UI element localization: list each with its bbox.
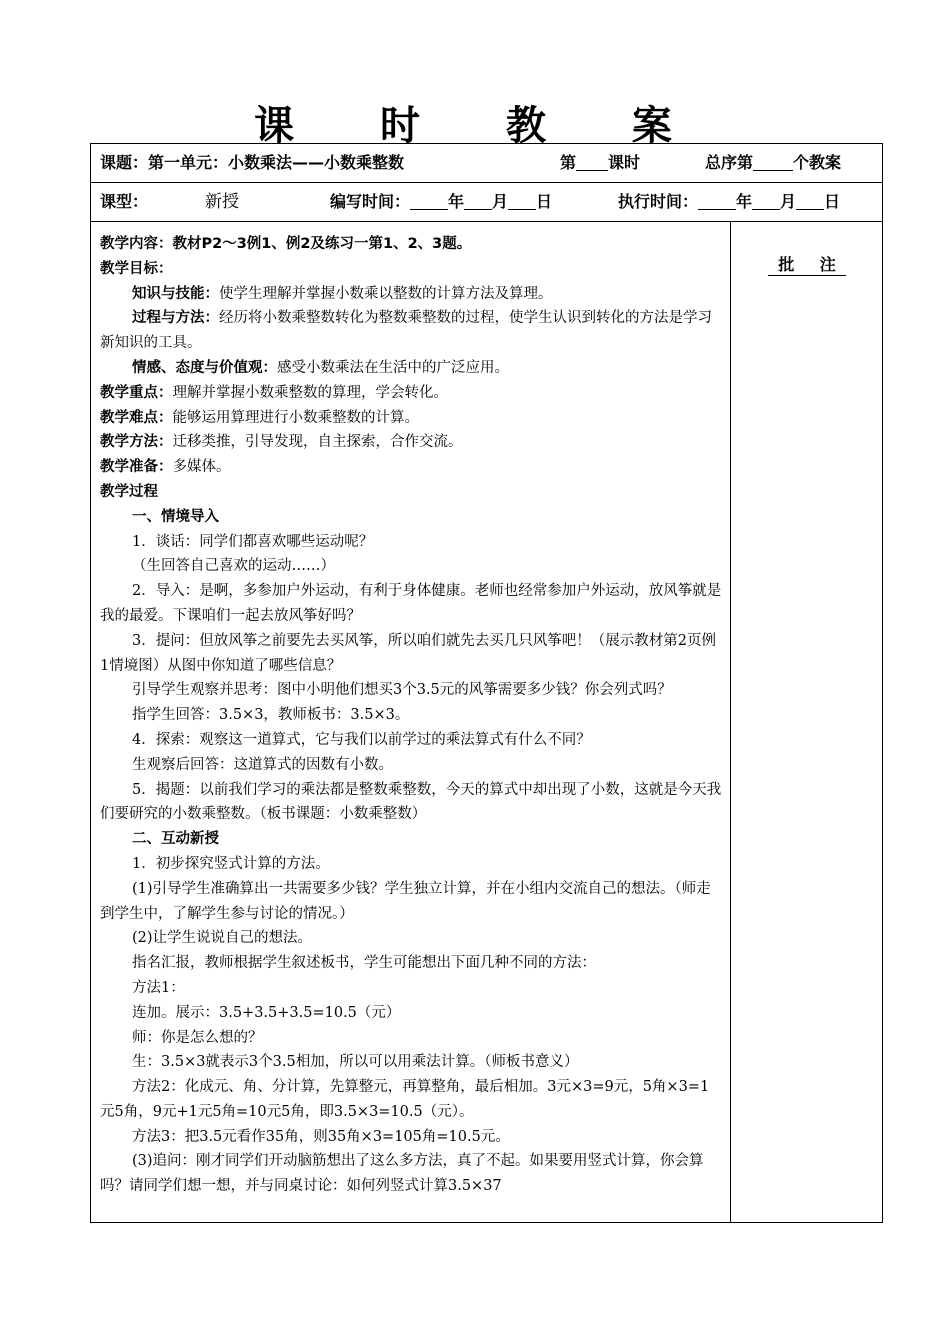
content-line: 生观察后回答：这道算式的因数有小数。: [132, 756, 393, 773]
order-field: [705, 144, 841, 182]
content-line: 指学生回答：3.5×3，教师板书：3.5×3。: [132, 707, 410, 724]
content-line: 引导学生观察并思考：图中小明他们想买3个3.5元的风筝需要多少钱？你会列式吗？: [132, 682, 672, 699]
content-line: (1)引导学生准确算出一共需要多少钱？学生独立计算，并在小组内交流自己的想法。（师走到学生中，了解学生参与讨论的情况。）: [100, 880, 711, 922]
column-divider: [730, 222, 731, 1223]
exec-day-blank[interactable]: [796, 189, 824, 210]
content-line: 2．导入：是啊，多参加户外运动，有利于身体健康。老师也经常参加户外运动，放风筝就是我的最爱。下课咱们一起去放风筝好吗？: [100, 583, 722, 624]
content-line: 过程与方法：经历将小数乘整数转化为整数乘整数的过程，使学生认识到转化的方法是学习新知识的工具。: [100, 310, 712, 352]
order-prefix: 总序第: [705, 153, 754, 172]
exec-year-blank[interactable]: [698, 189, 736, 210]
content-line: 连加。展示：3.5+3.5+3.5=10.5（元）: [132, 1004, 401, 1021]
document-title: 课 时 教 案: [254, 103, 708, 149]
content-line: (3)追问：刚才同学们开动脑筋想出了这么多方法，真了不起。如果要用竖式计算，你会算吗？请同学们想一想，并与同桌讨论：如何列竖式计算3.5×37: [100, 1153, 704, 1195]
content-line: 4．探索：观察这一道算式，它与我们以前学过的乘法算式有什么不同？: [132, 731, 591, 748]
exec-time-field: [618, 183, 840, 221]
content-line: (2)让学生说说自己的想法。: [132, 930, 313, 947]
content-line: 3．提问：但放风筝之前要先去买风筝，所以咱们就先去买几只风筝吧！（展示教材第2页例1情境图）从图中你知道了哪些信息？: [100, 632, 716, 674]
topic-label: 课题：第一单元：小数乘法——小数乘整数: [100, 153, 405, 172]
row-divider: [90, 221, 883, 222]
content-line: 教学重点：理解并掌握小数乘整数的算理，学会转化。: [100, 384, 448, 401]
content-line: 师：你是怎么想的？: [132, 1029, 263, 1046]
content-line: 生：3.5×3就表示3个3.5相加，所以可以用乘法计算。（师板书意义）: [132, 1054, 579, 1071]
period-field: [560, 144, 640, 182]
section-heading: 二、互动新授: [132, 831, 219, 848]
exec-year-unit: 年: [736, 192, 753, 211]
period-suffix: 课时: [608, 153, 641, 172]
exec-month-unit: 月: [780, 192, 797, 211]
write-time-field: [330, 183, 552, 221]
content-line: 情感、态度与价值观：感受小数乘法在生活中的广泛应用。: [132, 359, 509, 376]
content-line: 方法2：化成元、角、分计算，先算整元，再算整角，最后相加。3元×3=9元，5角×3=1元5角，9元+1元5角=10元5角，即3.5×3=10.5（元）。: [100, 1079, 710, 1120]
section-heading: 教学过程: [100, 483, 158, 500]
exec-month-blank[interactable]: [752, 189, 780, 210]
write-year-unit: 年: [448, 192, 465, 211]
annotation-title: 批 注: [768, 255, 846, 276]
write-month-unit: 月: [492, 192, 509, 211]
write-year-blank[interactable]: [410, 189, 448, 210]
content-line: 知识与技能：使学生理解并掌握小数乘以整数的计算方法及算理。: [132, 285, 553, 302]
content-line: 教学内容：教材P2～3例1、例2及练习一第1、2、3题。: [100, 236, 472, 252]
write-time-label: 编写时间：: [330, 192, 411, 211]
write-month-blank[interactable]: [464, 189, 492, 210]
write-day-unit: 日: [536, 192, 553, 211]
period-blank[interactable]: [576, 150, 608, 171]
type-value: 新授: [205, 192, 239, 212]
topic-row: [100, 144, 404, 182]
lesson-content: [100, 232, 722, 1199]
content-line: 方法1：: [132, 979, 185, 996]
content-line: 教学难点：能够运用算理进行小数乘整数的计算。: [100, 409, 419, 426]
order-suffix: 个教案: [793, 153, 842, 172]
content-line: 指名汇报，教师根据学生叙述板书，学生可能想出下面几种不同的方法：: [132, 955, 596, 972]
content-line: 教学准备：多媒体。: [100, 459, 231, 476]
type-label: 课型：: [100, 192, 149, 211]
write-day-blank[interactable]: [508, 189, 536, 210]
content-line: 教学目标：: [100, 260, 173, 277]
content-line: 5．揭题：以前我们学习的乘法都是整数乘整数，今天的算式中却出现了小数，这就是今天我们要研究的小数乘整数。（板书课题：小数乘整数）: [100, 781, 722, 823]
exec-day-unit: 日: [824, 192, 841, 211]
content-line: 教学方法：迁移类推，引导发现，自主探索，合作交流。: [100, 434, 463, 451]
section-heading: 一、情境导入: [132, 508, 219, 525]
annotation-header: [731, 252, 883, 275]
order-blank[interactable]: [753, 150, 793, 171]
period-prefix: 第: [560, 153, 577, 172]
content-line: 方法3：把3.5元看作35角，则35角×3=105角=10.5元。: [132, 1128, 510, 1145]
content-line: 1．谈话：同学们都喜欢哪些运动呢？: [132, 533, 374, 550]
content-line: 1．初步探究竖式计算的方法。: [132, 855, 330, 872]
content-line: （生回答自己喜欢的运动……）: [132, 558, 335, 575]
exec-time-label: 执行时间：: [618, 192, 699, 211]
